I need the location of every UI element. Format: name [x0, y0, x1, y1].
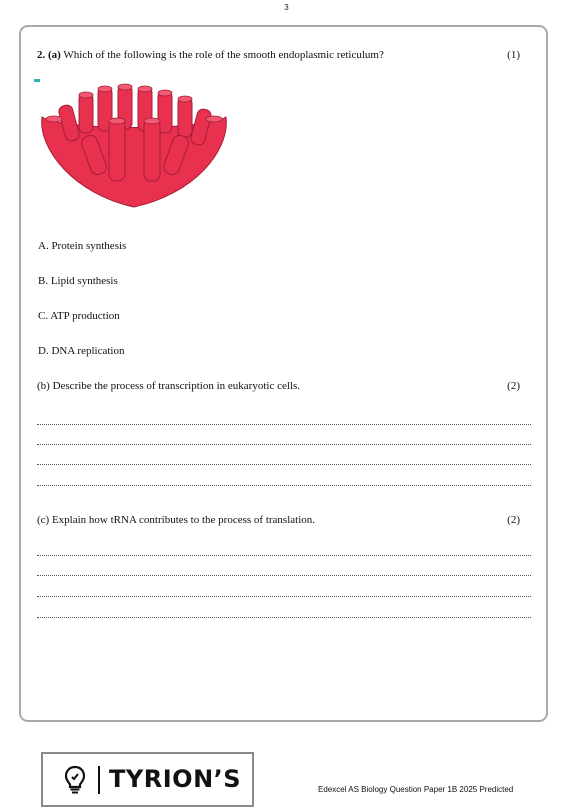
answer-line[interactable] [37, 444, 531, 445]
question-2a-prompt [37, 49, 384, 62]
question-2a-marks: (1) [507, 49, 520, 61]
option-b: B. Lipid synthesis [38, 275, 118, 287]
question-part-label: (a) [48, 49, 61, 61]
brand-logo [41, 752, 254, 807]
option-a: A. Protein synthesis [38, 240, 127, 252]
question-2c-text: (c) Explain how tRNA contributes to the process of translation. [37, 514, 315, 526]
option-d: D. DNA replication [38, 345, 125, 357]
question-box [19, 25, 548, 722]
answer-line[interactable] [37, 555, 531, 556]
smooth-endoplasmic-reticulum-illustration [34, 79, 234, 214]
brand-name: TYRION’S [109, 765, 242, 793]
paper-title: Edexcel AS Biology Question Paper 1B 2025 Predicted [318, 785, 514, 794]
answer-line[interactable] [37, 424, 531, 425]
question-2b-text: (b) Describe the process of transcription in eukaryotic cells. [37, 380, 300, 392]
lightbulb-icon [65, 765, 85, 795]
question-2a-text: Which of the following is the role of the smooth endoplasmic reticulum? [63, 49, 384, 61]
answer-line[interactable] [37, 617, 531, 618]
page-number: 3 [284, 3, 289, 12]
answer-line[interactable] [37, 596, 531, 597]
question-2c-marks: (2) [507, 514, 520, 526]
question-2b-marks: (2) [507, 380, 520, 392]
question-number: 2. [37, 49, 46, 61]
answer-line[interactable] [37, 485, 531, 486]
answer-line[interactable] [37, 575, 531, 576]
brand-divider [98, 766, 100, 794]
option-c: C. ATP production [38, 310, 120, 322]
answer-line[interactable] [37, 464, 531, 465]
